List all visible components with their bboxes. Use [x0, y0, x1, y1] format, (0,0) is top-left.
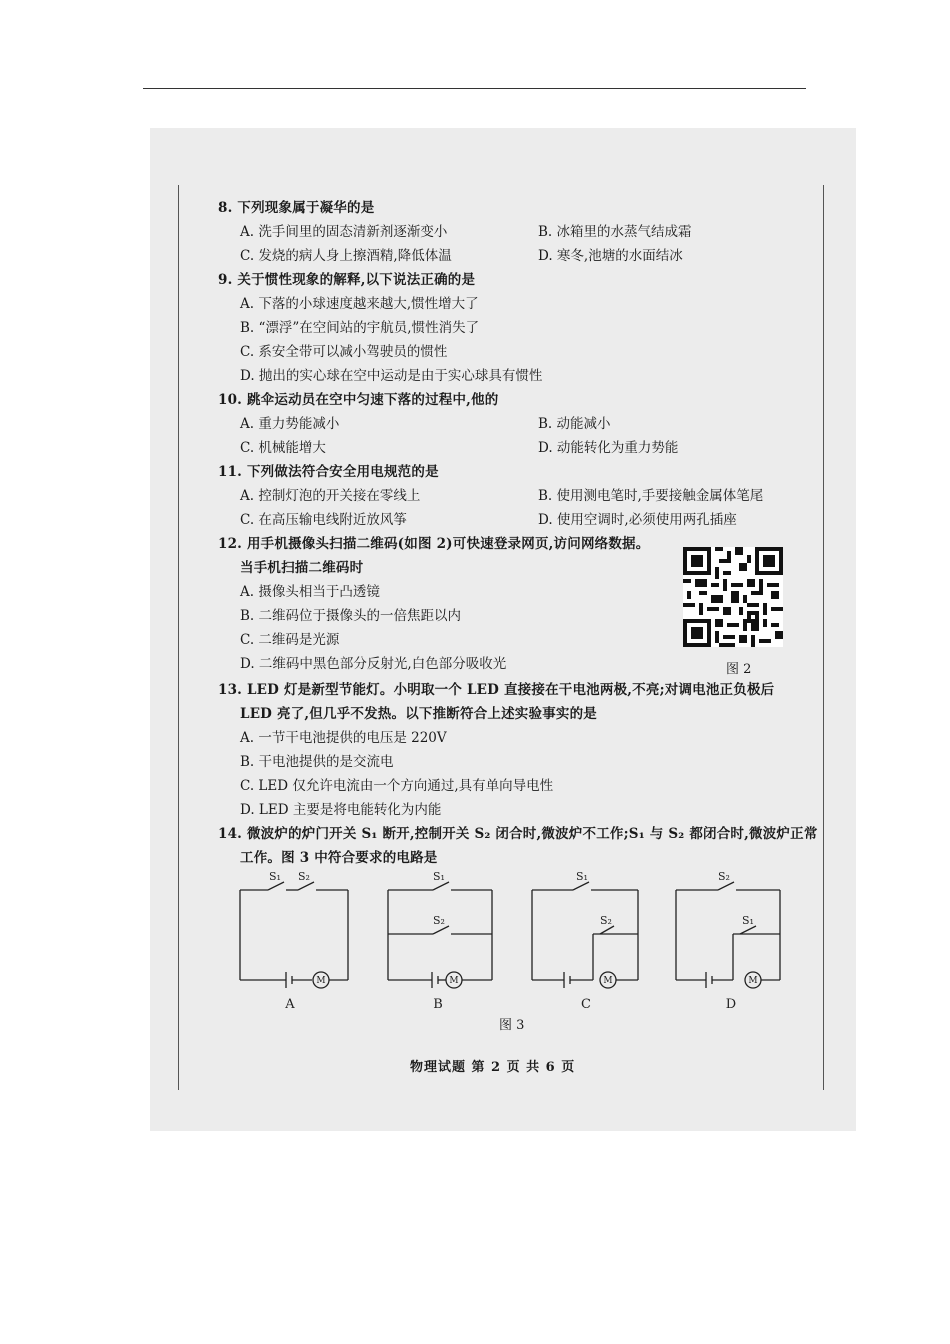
q8-option-b: B. 冰箱里的水蒸气结成霜	[538, 224, 692, 240]
circuit-d-label: D	[725, 997, 737, 1012]
question-11-stem: 11. 下列做法符合安全用电规范的是	[218, 464, 439, 480]
page-border-left	[178, 185, 179, 1090]
question-12-stem-2: 当手机扫描二维码时	[240, 560, 364, 576]
circuit-b	[388, 882, 492, 988]
header-rule	[143, 88, 806, 89]
q13-option-c: C. LED 仅允许电流由一个方向通过,具有单向导电性	[240, 778, 554, 794]
question-10-stem: 10. 跳伞运动员在空中匀速下落的过程中,他的	[218, 392, 499, 408]
figure-2-caption: 图 2	[726, 662, 752, 677]
question-12-stem: 12. 用手机摄像头扫描二维码(如图 2)可快速登录网页,访问网络数据。	[218, 536, 650, 552]
q8-option-a: A. 洗手间里的固态清新剂逐渐变小	[240, 224, 448, 240]
q13-option-d: D. LED 主要是将电能转化为内能	[240, 802, 442, 818]
circuit-c	[532, 882, 638, 988]
circuit-a-s2-label: S₂	[298, 870, 310, 883]
q11-option-c: C. 在高压输电线附近放风筝	[240, 512, 407, 528]
q13-option-b: B. 干电池提供的是交流电	[240, 754, 394, 770]
circuit-c-motor-label: M	[603, 976, 613, 986]
circuit-b-s2-label: S₂	[433, 914, 445, 927]
circuit-a-label: A	[285, 997, 295, 1012]
q10-option-a: A. 重力势能减小	[240, 416, 340, 432]
circuit-b-s1-label: S₁	[433, 870, 445, 883]
question-9-stem: 9. 关于惯性现象的解释,以下说法正确的是	[218, 272, 476, 288]
q9-option-b: B. “漂浮”在空间站的宇航员,惯性消失了	[240, 320, 480, 336]
circuit-d	[676, 882, 780, 988]
q9-option-d: D. 抛出的实心球在空中运动是由于实心球具有惯性	[240, 368, 543, 384]
q9-option-c: C. 系安全带可以减小驾驶员的惯性	[240, 344, 448, 360]
q12-option-d: D. 二维码中黑色部分反射光,白色部分吸收光	[240, 656, 507, 672]
circuit-b-motor-label: M	[449, 976, 459, 986]
page-border-right	[823, 185, 824, 1090]
q11-option-d: D. 使用空调时,必须使用两孔插座	[538, 512, 737, 528]
circuit-a	[240, 882, 348, 988]
circuit-d-s1-label: S₁	[742, 914, 754, 927]
question-14-stem-2: 工作。图 3 中符合要求的电路是	[240, 850, 438, 866]
qr-code-image	[683, 547, 783, 647]
circuit-c-s2-label: S₂	[600, 914, 612, 927]
q12-option-c: C. 二维码是光源	[240, 632, 340, 648]
q10-option-c: C. 机械能增大	[240, 440, 326, 456]
q8-option-d: D. 寒冬,池塘的水面结冰	[538, 248, 683, 264]
circuit-d-motor-label: M	[748, 976, 758, 986]
circuit-d-s2-label: S₂	[718, 870, 730, 883]
circuit-b-label: B	[433, 997, 443, 1012]
q10-option-d: D. 动能转化为重力势能	[538, 440, 679, 456]
figure-3-circuits	[228, 868, 788, 1018]
q10-option-b: B. 动能减小	[538, 416, 611, 432]
question-14-stem: 14. 微波炉的炉门开关 S₁ 断开,控制开关 S₂ 闭合时,微波炉不工作;S₁ 与 S₂ 都闭合时,微波炉正常	[218, 826, 818, 842]
page-footer: 物理试题 第 2 页 共 6 页	[410, 1060, 576, 1075]
q9-option-a: A. 下落的小球速度越来越大,惯性增大了	[240, 296, 479, 312]
q13-option-a: A. 一节干电池提供的电压是 220V	[240, 730, 447, 746]
circuit-c-label: C	[581, 997, 591, 1012]
q11-option-a: A. 控制灯泡的开关接在零线上	[240, 488, 421, 504]
circuit-c-s1-label: S₁	[576, 870, 588, 883]
q12-option-b: B. 二维码位于摄像头的一倍焦距以内	[240, 608, 462, 624]
q11-option-b: B. 使用测电笔时,手要接触金属体笔尾	[538, 488, 764, 504]
circuit-a-s1-label: S₁	[269, 870, 281, 883]
figure-3-caption: 图 3	[499, 1018, 525, 1033]
circuit-a-motor-label: M	[316, 976, 326, 986]
question-13-stem-2: LED 亮了,但几乎不发热。以下推断符合上述实验事实的是	[240, 706, 597, 722]
q8-option-c: C. 发烧的病人身上擦酒精,降低体温	[240, 248, 452, 264]
q12-option-a: A. 摄像头相当于凸透镜	[240, 584, 380, 600]
question-13-stem: 13. LED 灯是新型节能灯。小明取一个 LED 直接接在干电池两极,不亮;对调电池正负极后	[218, 682, 775, 698]
question-8-stem: 8. 下列现象属于凝华的是	[218, 200, 375, 216]
